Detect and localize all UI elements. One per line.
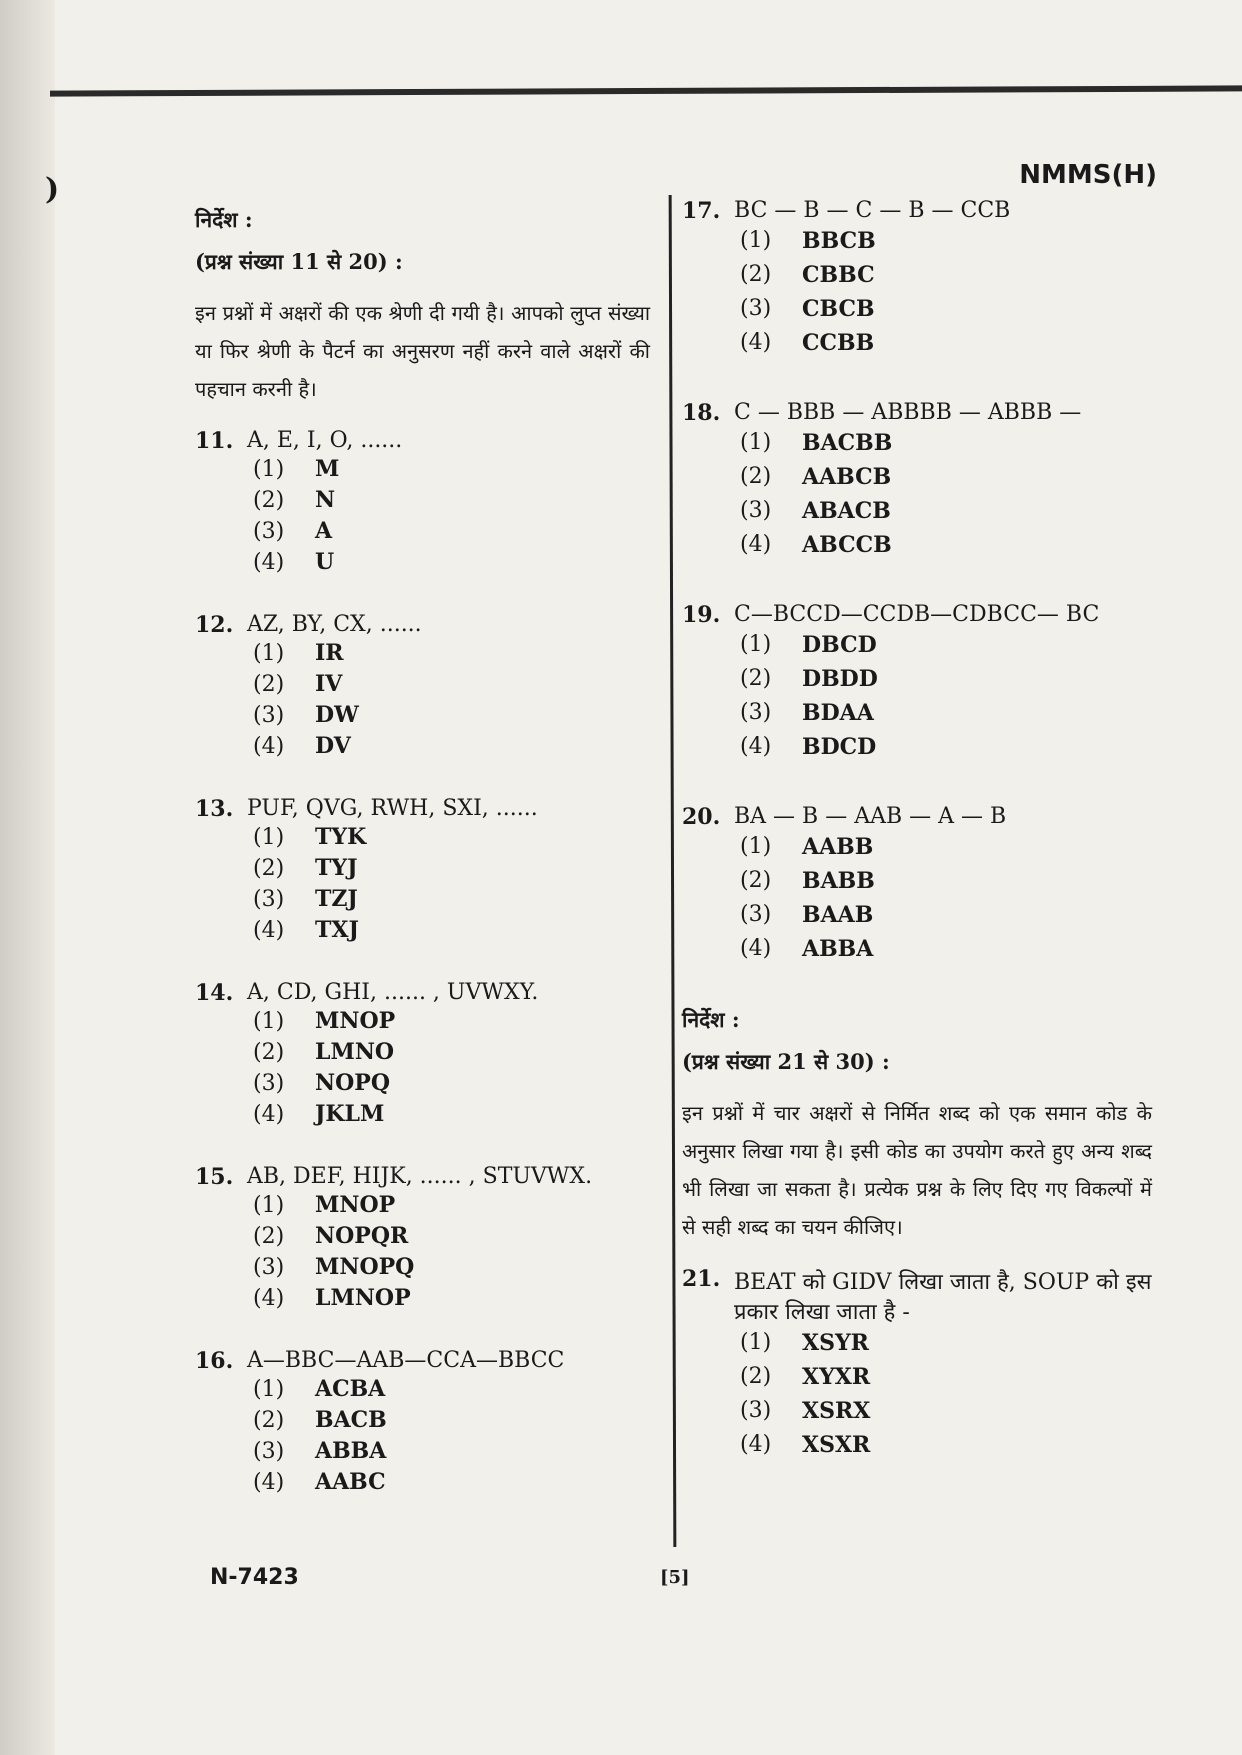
option-text: XSRX xyxy=(802,1398,871,1424)
option-number: (1) xyxy=(253,825,285,850)
option-text: XYXR xyxy=(802,1364,871,1390)
option-text: LMNOP xyxy=(315,1285,411,1311)
answer-option xyxy=(195,1405,650,1436)
option-text: DBCD xyxy=(802,632,877,658)
question-item xyxy=(682,804,1152,966)
answer-option xyxy=(195,1190,650,1221)
question-number: 21. xyxy=(682,1266,721,1292)
option-text: XSYR xyxy=(802,1330,869,1356)
question-line xyxy=(682,602,1152,628)
answer-option xyxy=(682,292,1152,326)
answer-option xyxy=(195,516,650,547)
question-text: C—BCCD—CCDB—CDBCC— BC xyxy=(734,602,1100,627)
question-item xyxy=(682,400,1152,562)
answer-option xyxy=(682,696,1152,730)
option-text: BBCB xyxy=(802,228,876,254)
scan-top-border xyxy=(50,85,1242,96)
option-number: (3) xyxy=(740,700,772,725)
option-number: (3) xyxy=(740,902,772,927)
option-number: (3) xyxy=(740,296,772,321)
question-item xyxy=(682,198,1152,360)
option-text: MNOP xyxy=(315,1008,396,1034)
option-text: MNOP xyxy=(315,1192,396,1218)
directions-range: (प्रश्न संख्या 11 से 20) : xyxy=(195,249,403,274)
option-number: (3) xyxy=(253,1255,285,1280)
option-number: (2) xyxy=(740,262,772,287)
option-number: (2) xyxy=(740,464,772,489)
option-number: (4) xyxy=(740,734,772,759)
question-line xyxy=(195,980,650,1006)
question-item xyxy=(195,428,650,578)
option-text: MNOPQ xyxy=(315,1254,415,1280)
option-number: (1) xyxy=(253,641,285,666)
question-text: C — BBB — ABBBB — ABBB — xyxy=(734,400,1082,425)
question-number: 19. xyxy=(682,602,721,628)
answer-option xyxy=(682,258,1152,292)
option-number: (2) xyxy=(253,672,285,697)
option-number: (4) xyxy=(740,936,772,961)
option-number: (3) xyxy=(253,1071,285,1096)
answer-option xyxy=(682,326,1152,360)
option-text: BACBB xyxy=(802,430,893,456)
option-number: (4) xyxy=(740,532,772,557)
option-number: (2) xyxy=(253,1040,285,1065)
page-number: [5] xyxy=(660,1567,690,1588)
option-text: N xyxy=(315,487,336,513)
question-text: PUF, QVG, RWH, SXI, ...... xyxy=(247,796,538,821)
option-text: XSXR xyxy=(802,1432,871,1458)
option-text: TZJ xyxy=(315,886,358,912)
option-text: DV xyxy=(315,733,351,759)
paper-code-footer: N-7423 xyxy=(210,1565,299,1590)
option-text: NOPQ xyxy=(315,1070,390,1096)
option-number: (3) xyxy=(740,498,772,523)
answer-option xyxy=(682,898,1152,932)
option-number: (2) xyxy=(740,868,772,893)
scan-edge-shadow xyxy=(0,0,55,1755)
option-text: LMNO xyxy=(315,1039,395,1065)
answer-option xyxy=(682,528,1152,562)
answer-option xyxy=(195,1374,650,1405)
left-question-list xyxy=(195,428,650,1498)
option-number: (2) xyxy=(253,488,285,513)
option-text: TYK xyxy=(315,824,367,850)
option-text: IV xyxy=(315,671,343,697)
option-number: (3) xyxy=(253,887,285,912)
option-text: CBCB xyxy=(802,296,875,322)
option-number: (4) xyxy=(253,734,285,759)
question-text: A—BBC—AAB—CCA—BBCC xyxy=(247,1348,565,1373)
option-text: ACBA xyxy=(315,1376,386,1402)
option-text: U xyxy=(315,549,335,575)
answer-option xyxy=(195,853,650,884)
option-number: (3) xyxy=(253,1439,285,1464)
question-number: 17. xyxy=(682,198,721,224)
answer-option xyxy=(682,494,1152,528)
left-column xyxy=(195,206,650,1532)
answer-option xyxy=(682,662,1152,696)
directions-title-2: निर्देश : xyxy=(682,1007,740,1032)
answer-option xyxy=(682,460,1152,494)
question-item xyxy=(195,612,650,762)
option-number: (1) xyxy=(253,1009,285,1034)
answer-option xyxy=(682,224,1152,258)
answer-option xyxy=(195,1037,650,1068)
question-number: 14. xyxy=(195,980,234,1006)
question-line xyxy=(195,1348,650,1374)
answer-option xyxy=(195,1068,650,1099)
option-number: (1) xyxy=(740,228,772,253)
option-text: DW xyxy=(315,702,359,728)
option-number: (2) xyxy=(253,1224,285,1249)
question-line xyxy=(195,428,650,454)
question-line xyxy=(195,612,650,638)
question-number: 16. xyxy=(195,1348,234,1374)
option-number: (2) xyxy=(253,1408,285,1433)
answer-option xyxy=(682,1360,1152,1394)
option-text: BDCD xyxy=(802,734,877,760)
option-text: CBBC xyxy=(802,262,875,288)
answer-option xyxy=(682,1428,1152,1462)
option-number: (1) xyxy=(740,1330,772,1355)
answer-option xyxy=(195,485,650,516)
option-number: (1) xyxy=(740,834,772,859)
option-text: M xyxy=(315,456,340,482)
option-number: (4) xyxy=(253,1286,285,1311)
answer-option xyxy=(682,426,1152,460)
answer-option xyxy=(195,669,650,700)
question-line xyxy=(195,796,650,822)
option-text: JKLM xyxy=(315,1101,385,1127)
question-number: 18. xyxy=(682,400,721,426)
option-number: (1) xyxy=(253,1193,285,1218)
question-item xyxy=(195,980,650,1130)
answer-option xyxy=(195,547,650,578)
option-text: AABCB xyxy=(802,464,892,490)
question-number: 12. xyxy=(195,612,234,638)
option-number: (4) xyxy=(253,1102,285,1127)
question-number: 20. xyxy=(682,804,721,830)
option-number: (3) xyxy=(253,519,285,544)
option-text: ABACB xyxy=(802,498,891,524)
option-number: (4) xyxy=(253,918,285,943)
question-line xyxy=(682,1266,1152,1326)
right-column xyxy=(682,198,1152,1502)
right-question-list xyxy=(682,198,1152,966)
question-item xyxy=(195,1164,650,1314)
option-text: AABB xyxy=(802,834,874,860)
question-21 xyxy=(682,1266,1152,1462)
option-number: (1) xyxy=(740,430,772,455)
option-number: (1) xyxy=(253,457,285,482)
option-number: (4) xyxy=(740,330,772,355)
answer-option xyxy=(195,884,650,915)
option-text: IR xyxy=(315,640,344,666)
question-text: A, E, I, O, ...... xyxy=(247,428,403,453)
option-text: BABB xyxy=(802,868,875,894)
answer-option xyxy=(682,1326,1152,1360)
question-item xyxy=(195,1348,650,1498)
question-text: AB, DEF, HIJK, ...... , STUVWX. xyxy=(247,1164,593,1189)
answer-option xyxy=(682,830,1152,864)
question-line xyxy=(195,1164,650,1190)
directions-title: निर्देश : xyxy=(195,207,253,232)
question-item xyxy=(682,1266,1152,1462)
option-text: TYJ xyxy=(315,855,358,881)
option-text: BAAB xyxy=(802,902,874,928)
option-text: CCBB xyxy=(802,330,875,356)
option-text: ABBA xyxy=(802,936,874,962)
question-line xyxy=(682,198,1152,224)
directions-range-2: (प्रश्न संख्या 21 से 30) : xyxy=(682,1049,890,1074)
answer-option xyxy=(682,628,1152,662)
answer-option xyxy=(195,731,650,762)
answer-option xyxy=(682,1394,1152,1428)
question-number: 13. xyxy=(195,796,234,822)
answer-option xyxy=(195,1099,650,1130)
answer-option xyxy=(195,822,650,853)
answer-option xyxy=(195,1252,650,1283)
question-line xyxy=(682,804,1152,830)
question-text: A, CD, GHI, ...... , UVWXY. xyxy=(247,980,539,1005)
answer-option xyxy=(195,700,650,731)
option-number: (1) xyxy=(740,632,772,657)
option-text: NOPQR xyxy=(315,1223,409,1249)
question-text: BEAT को GIDV लिखा जाता है, SOUP को इस प्रकार लिखा जाता है - xyxy=(734,1270,1152,1325)
answer-option xyxy=(195,1221,650,1252)
answer-option xyxy=(195,1467,650,1498)
answer-option xyxy=(195,1283,650,1314)
option-text: TXJ xyxy=(315,917,359,943)
question-item xyxy=(682,602,1152,764)
answer-option xyxy=(682,932,1152,966)
answer-option xyxy=(195,915,650,946)
option-number: (3) xyxy=(740,1398,772,1423)
question-item xyxy=(195,796,650,946)
option-text: A xyxy=(315,518,333,544)
answer-option xyxy=(682,864,1152,898)
option-number: (1) xyxy=(253,1377,285,1402)
column-divider xyxy=(669,195,677,1547)
option-number: (3) xyxy=(253,703,285,728)
answer-option xyxy=(682,730,1152,764)
option-text: ABCCB xyxy=(802,532,892,558)
margin-bracket: ) xyxy=(45,172,60,207)
question-text: BC — B — C — B — CCB xyxy=(734,198,1011,223)
option-number: (4) xyxy=(740,1432,772,1457)
question-number: 15. xyxy=(195,1164,234,1190)
option-number: (2) xyxy=(253,856,285,881)
option-text: AABC xyxy=(315,1469,386,1495)
answer-option xyxy=(195,454,650,485)
option-text: ABBA xyxy=(315,1438,387,1464)
answer-option xyxy=(195,1006,650,1037)
question-number: 11. xyxy=(195,428,234,454)
option-text: BACB xyxy=(315,1407,387,1433)
answer-option xyxy=(195,638,650,669)
option-number: (2) xyxy=(740,666,772,691)
directions-text-2: इन प्रश्नों में चार अक्षरों से निर्मित शब्द को एक समान कोड के अनुसार लिखा गया है। इसी कोड का उपयोग करते हुए अन्य शब्द भी लिखा जा सकता है। प्रत्येक प्रश्न के लिए दिए गए विकल्पों में से सही शब्द का चयन कीजिए। xyxy=(682,1101,1152,1239)
answer-option xyxy=(195,1436,650,1467)
option-text: BDAA xyxy=(802,700,874,726)
directions-text: इन प्रश्नों में अक्षरों की एक श्रेणी दी गयी है। आपको लुप्त संख्या या फिर श्रेणी के पैटर्न का अनुसरण नहीं करने वाले अक्षरों की पहचान करनी है। xyxy=(195,301,650,401)
option-number: (4) xyxy=(253,1470,285,1495)
option-number: (2) xyxy=(740,1364,772,1389)
question-text: AZ, BY, CX, ...... xyxy=(247,612,422,637)
question-line xyxy=(682,400,1152,426)
option-text: DBDD xyxy=(802,666,878,692)
question-text: BA — B — AAB — A — B xyxy=(734,804,1007,829)
exam-code-header: NMMS(H) xyxy=(1019,160,1157,190)
option-number: (4) xyxy=(253,550,285,575)
